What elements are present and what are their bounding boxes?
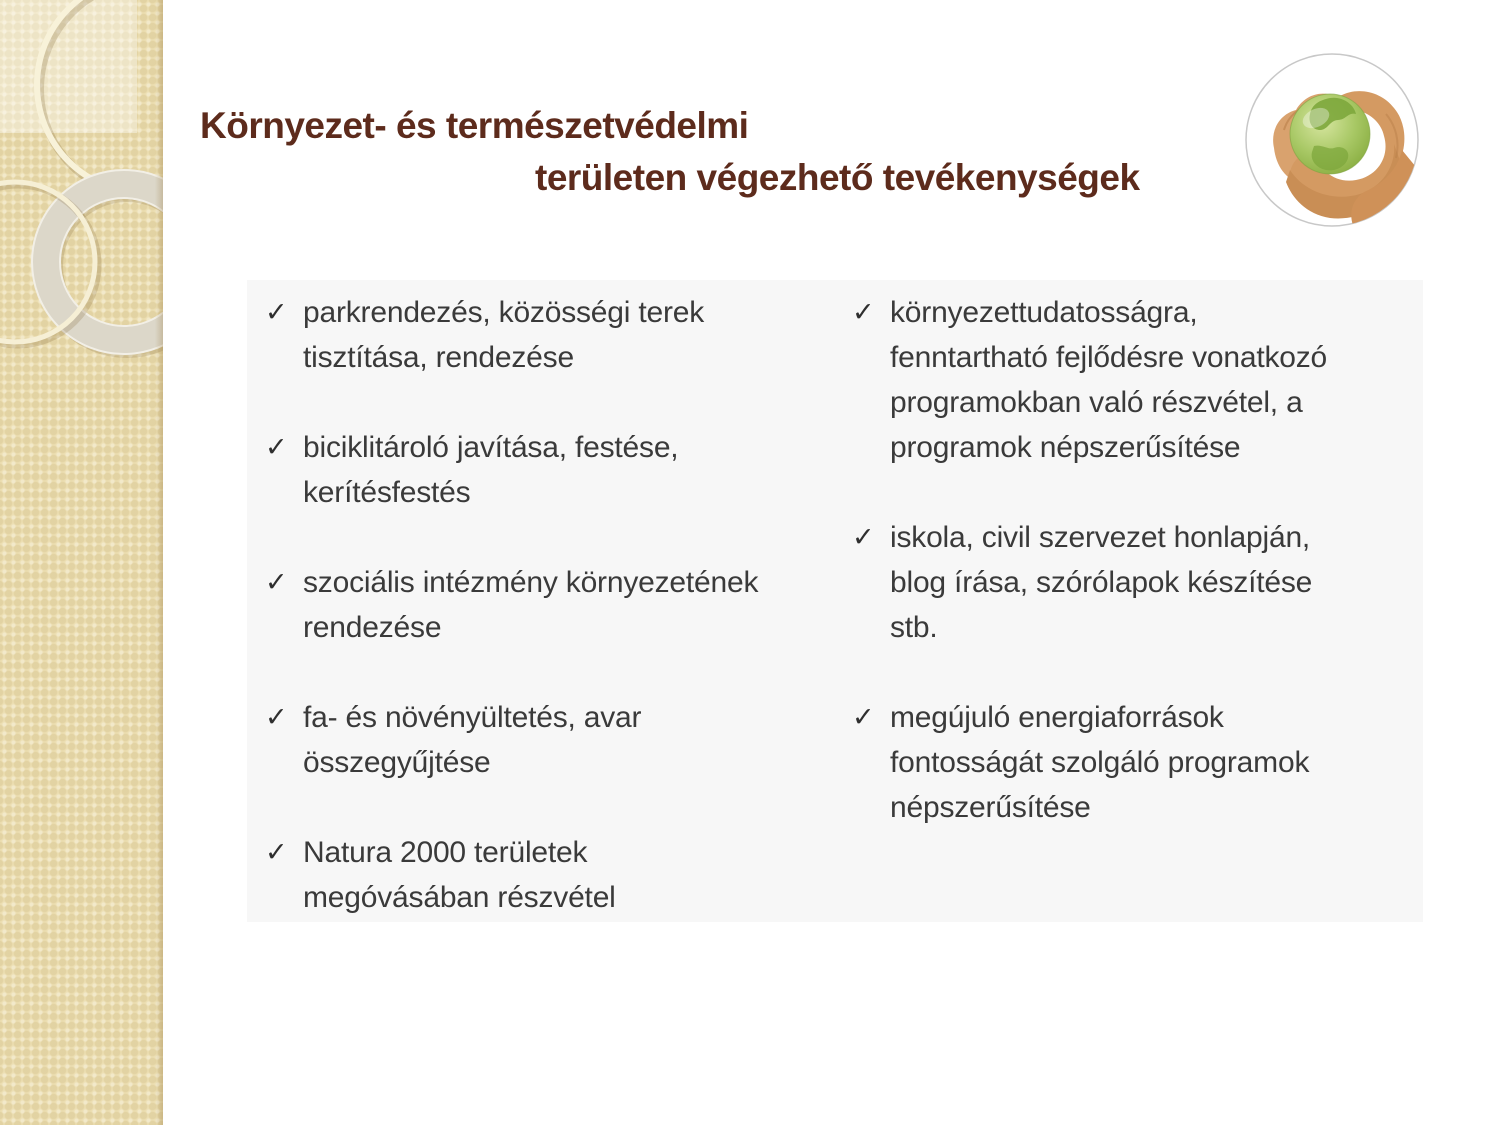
list-item <box>852 515 1377 650</box>
decorative-sidebar <box>0 0 163 1125</box>
list-item-text: iskola, civil szervezet honlapján, blog írása, szórólapok készítése stb. <box>890 521 1313 644</box>
list-item-text: környezettudatosságra, fenntartható fejlődésre vonatkozó programokban való részvétel, a programok népszerűsítése <box>890 296 1328 464</box>
check-bullet-icon: ✓ <box>852 522 875 552</box>
check-bullet-icon: ✓ <box>852 702 875 732</box>
check-bullet-icon: ✓ <box>265 432 288 462</box>
list-item <box>265 425 777 515</box>
check-bullet-icon: ✓ <box>852 297 875 327</box>
list-item-text: Natura 2000 területek megóvásában részvétel <box>303 836 616 914</box>
check-bullet-icon: ✓ <box>265 702 288 732</box>
list-item-text: biciklitároló javítása, festése, kerítésfestés <box>303 431 679 509</box>
checklist-right-column <box>852 290 1377 830</box>
list-item <box>265 695 777 785</box>
list-item <box>852 695 1377 830</box>
content-panel <box>247 280 1423 922</box>
hands-globe-image <box>1244 52 1420 228</box>
list-item <box>265 290 777 380</box>
list-item <box>265 560 777 650</box>
check-bullet-icon: ✓ <box>265 297 288 327</box>
list-item <box>265 830 777 920</box>
list-item-text: megújuló energiaforrások fontosságát szolgáló programok népszerűsítése <box>890 701 1310 824</box>
sidebar-circles-decoration <box>0 0 163 1125</box>
slide-title-line1: Környezet- és természetvédelmi <box>200 105 749 146</box>
list-item-text: szociális intézmény környezetének rendezése <box>303 566 759 644</box>
check-bullet-icon: ✓ <box>265 567 288 597</box>
checklist-left-column <box>265 290 777 920</box>
check-bullet-icon: ✓ <box>265 837 288 867</box>
hands-globe-illustration <box>1244 52 1420 228</box>
list-item-text: parkrendezés, közösségi terek tisztítása, rendezése <box>303 296 705 374</box>
list-item-text: fa- és növényültetés, avar összegyűjtése <box>303 701 642 779</box>
list-item <box>852 290 1377 470</box>
slide-title-line2: területen végezhető tevékenységek <box>535 157 1140 198</box>
slide-title <box>200 100 1140 204</box>
